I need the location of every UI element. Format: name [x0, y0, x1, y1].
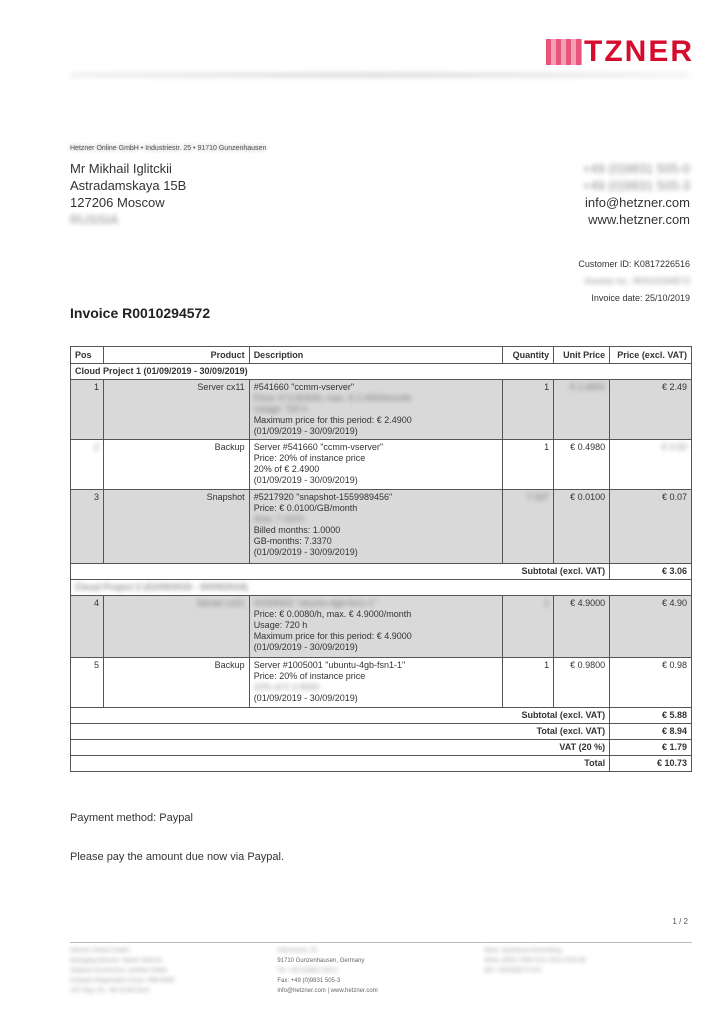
footer — [70, 942, 692, 994]
row-quantity: 7.337 — [503, 490, 554, 564]
desc-line: (01/09/2019 - 30/09/2019) — [253, 547, 358, 557]
row-total: € 0.07 — [610, 490, 692, 564]
row-unit-price: € 0.0100 — [554, 490, 610, 564]
desc-line: Size: 7.3370 — [253, 514, 304, 524]
group-label: Cloud Project 2 (01/09/2019 - 30/09/2019) — [71, 580, 692, 596]
desc-line: (01/09/2019 - 30/09/2019) — [253, 426, 358, 436]
desc-line: Server #1005001 "ubuntu-4gb-fsn1-1" — [253, 660, 406, 670]
footer-line: Stephan Konvickova, Günther Müller — [70, 968, 168, 974]
subtotal-row — [71, 708, 692, 724]
table-row — [71, 440, 692, 490]
desc-line: Server #541660 "ccmm-vserver" — [253, 442, 384, 452]
row-total: € 0.98 — [610, 658, 692, 708]
vat-row — [71, 740, 692, 756]
header-quantity: Quantity — [503, 347, 554, 364]
recipient-address — [70, 160, 186, 228]
row-total: € 2.49 — [610, 380, 692, 440]
logo-text-visible: TZNER — [584, 35, 694, 68]
vat-label: VAT (20 %) — [71, 740, 610, 756]
desc-line: Usage: 720 h — [253, 620, 308, 630]
row-description — [249, 658, 503, 708]
total-excl-value: € 8.94 — [610, 724, 692, 740]
desc-line: (01/09/2019 - 30/09/2019) — [253, 693, 358, 703]
recipient-name: Mr Mikhail Iglitckii — [70, 161, 172, 176]
table-row — [71, 596, 692, 658]
desc-line: GB-months: 7.3370 — [253, 536, 332, 546]
footer-line: Bank: Sparkasse Nuremberg — [484, 948, 562, 954]
row-product: Backup — [103, 440, 249, 490]
grand-total-label: Total — [71, 756, 610, 772]
footer-line: VAT Reg. No.: DE 812871812 — [70, 988, 150, 994]
row-pos: 1 — [71, 380, 104, 440]
row-product: Server cx11 — [103, 380, 249, 440]
desc-line: Billed months: 1.0000 — [253, 525, 341, 535]
vat-value: € 1.79 — [610, 740, 692, 756]
row-description — [249, 596, 503, 658]
payment-note: Please pay the amount due now via Paypal. — [70, 851, 285, 863]
subtotal-label: Subtotal (excl. VAT) — [71, 708, 610, 724]
payment-method: Payment method: Paypal — [70, 812, 193, 824]
row-total: € 0.50 — [610, 440, 692, 490]
row-description — [249, 380, 503, 440]
row-product: Backup — [103, 658, 249, 708]
desc-line: (01/09/2019 - 30/09/2019) — [253, 475, 358, 485]
company-contact — [583, 160, 690, 228]
table-header-row — [71, 347, 692, 364]
total-excl-label: Total (excl. VAT) — [71, 724, 610, 740]
page-number: 1 / 2 — [672, 917, 688, 926]
desc-line: #5217920 "snapshot-1559989456" — [253, 492, 393, 502]
header-divider — [70, 72, 690, 78]
footer-line: Fax: +49 (0)9831 505-3 — [277, 978, 341, 984]
row-description — [249, 490, 503, 564]
desc-line: 20% of € 4.9000 — [253, 682, 320, 692]
desc-line: (01/09/2019 - 30/09/2019) — [253, 642, 358, 652]
footer-line: Ansbach Registration Court: HRB 6089 — [70, 978, 175, 984]
row-pos: 3 — [71, 490, 104, 564]
grand-total-value: € 10.73 — [610, 756, 692, 772]
invoice-number: Invoice no.: R0010294572 — [584, 276, 690, 286]
customer-id: Customer ID: K0817226516 — [578, 259, 690, 269]
invoice-date: Invoice date: 25/10/2019 — [591, 293, 690, 303]
recipient-street: Astradamskaya 15B — [70, 178, 187, 193]
row-quantity: 1 — [503, 596, 554, 658]
subtotal-row — [71, 564, 692, 580]
row-pos: 5 — [71, 658, 104, 708]
header-description: Description — [249, 347, 503, 364]
total-excl-row — [71, 724, 692, 740]
footer-line: Industriestr. 25 — [277, 948, 317, 954]
header-product: Product — [103, 347, 249, 364]
footer-col-address — [277, 943, 484, 994]
footer-line: Managing Director: Martin Hetzner, — [70, 958, 164, 964]
contact-email: info@hetzner.com — [585, 195, 690, 210]
desc-line: Usage: 720 h — [253, 404, 308, 414]
footer-col-company — [70, 943, 277, 994]
group-label: Cloud Project 1 (01/09/2019 - 30/09/2019) — [71, 364, 692, 380]
subtotal-label: Subtotal (excl. VAT) — [71, 564, 610, 580]
footer-line: Tel: +49 (0)9831 505-0 — [277, 968, 338, 974]
recipient-country: RUSSIA — [70, 212, 119, 227]
subtotal-value: € 3.06 — [610, 564, 692, 580]
desc-line: Price: € 0.0040/h, max. € 2.4900/month — [253, 393, 412, 403]
group-row — [71, 364, 692, 380]
footer-col-bank — [485, 943, 692, 986]
desc-line: Price: € 0.0080/h, max. € 4.9000/month — [253, 609, 412, 619]
invoice-meta — [578, 256, 690, 307]
logo-mark — [546, 39, 582, 65]
table-row — [71, 658, 692, 708]
footer-line: Hetzner Online GmbH — [70, 948, 130, 954]
desc-line: #1005001 "ubuntu-4gb-fsn1-1" — [253, 598, 377, 608]
desc-line: #541660 "ccmm-vserver" — [253, 382, 355, 392]
footer-line: BIC: SSKNDE77XXX — [484, 968, 542, 974]
contact-web: www.hetzner.com — [588, 212, 690, 227]
table-row — [71, 490, 692, 564]
row-description — [249, 440, 503, 490]
invoice-table — [70, 346, 692, 772]
table-row — [71, 380, 692, 440]
row-quantity: 1 — [503, 380, 554, 440]
footer-line: info@hetzner.com | www.hetzner.com — [277, 988, 378, 994]
footer-line: IBAN: DE92 7605 0101 0012 0750 68 — [484, 958, 586, 964]
contact-fax: +49 (0)9831 505-3 — [582, 178, 690, 193]
grand-total-row — [71, 756, 692, 772]
company-logo — [546, 35, 694, 68]
group-row — [71, 580, 692, 596]
desc-line: Price: 20% of instance price — [253, 453, 366, 463]
header-pos: Pos — [71, 347, 104, 364]
subtotal-value: € 5.88 — [610, 708, 692, 724]
sender-line: Hetzner Online GmbH • Industriestr. 25 • 91710 Gunzenhausen — [70, 145, 267, 152]
row-product: Server cx21 — [103, 596, 249, 658]
desc-line: Price: € 0.0100/GB/month — [253, 503, 358, 513]
desc-line: 20% of € 2.4900 — [253, 464, 320, 474]
row-quantity: 1 — [503, 658, 554, 708]
row-total: € 4.90 — [610, 596, 692, 658]
invoice-title: Invoice R0010294572 — [70, 305, 211, 321]
row-pos: 2 — [71, 440, 104, 490]
row-unit-price: € 4.9000 — [554, 596, 610, 658]
recipient-city: 127206 Moscow — [70, 195, 165, 210]
contact-phone: +49 (0)9831 505-0 — [582, 161, 690, 176]
row-unit-price: € 0.9800 — [554, 658, 610, 708]
row-pos: 4 — [71, 596, 104, 658]
desc-line: Maximum price for this period: € 4.9000 — [253, 631, 412, 641]
row-unit-price: € 0.4980 — [554, 440, 610, 490]
footer-line: 91710 Gunzenhausen, Germany — [277, 958, 365, 964]
header-total: Price (excl. VAT) — [610, 347, 692, 364]
row-product: Snapshot — [103, 490, 249, 564]
row-quantity: 1 — [503, 440, 554, 490]
row-unit-price: € 2.4900 — [554, 380, 610, 440]
desc-line: Price: 20% of instance price — [253, 671, 366, 681]
header-unit-price: Unit Price — [554, 347, 610, 364]
desc-line: Maximum price for this period: € 2.4900 — [253, 415, 412, 425]
